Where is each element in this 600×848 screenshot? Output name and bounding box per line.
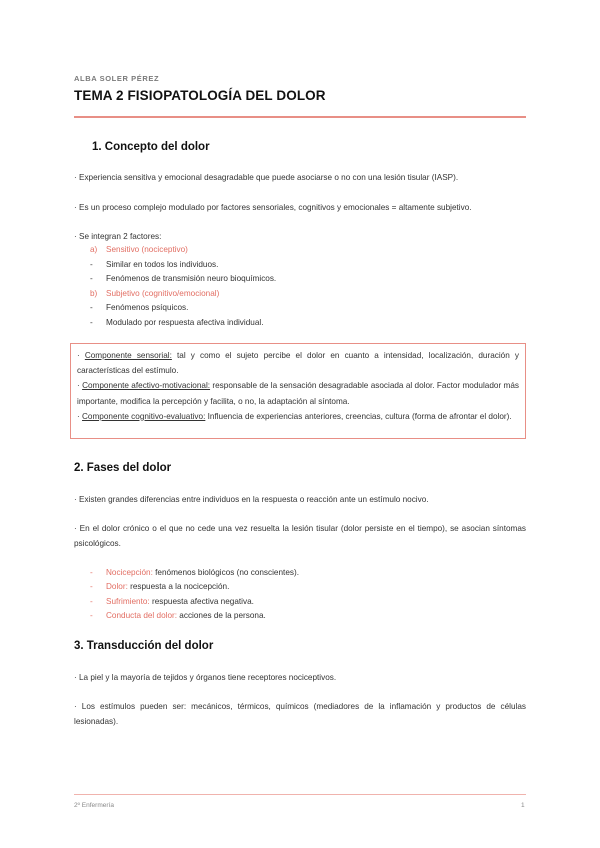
list-marker: a) xyxy=(90,245,98,254)
paragraph: · Existen grandes diferencias entre individuos en la respuesta o reacción ante un estímulo nocivo. xyxy=(74,495,429,504)
list-item-text: Fenómenos de transmisión neuro bioquímicos. xyxy=(106,274,277,283)
list-marker: - xyxy=(90,597,93,606)
list-marker: - xyxy=(90,582,93,591)
list-item xyxy=(90,303,188,312)
paragraph: · Es un proceso complejo modulado por factores sensoriales, cognitivos y emocionales = altamente subjetivo. xyxy=(74,203,472,212)
list-item xyxy=(90,274,276,283)
list-item-text: Sensitivo (nociceptivo) xyxy=(106,245,188,254)
component-text: tal y como el sujeto percibe el dolor en cuanto a intensidad, localización, duración y características del estímulo. xyxy=(77,351,519,376)
component-label: Componente cognitivo-evaluativo: xyxy=(82,411,206,421)
list-item xyxy=(90,289,219,298)
list-marker: - xyxy=(90,274,93,283)
list-marker: - xyxy=(90,318,93,327)
list-item-text: Similar en todos los individuos. xyxy=(106,260,219,269)
component-text: responsable de la sensación desagradable asociada al dolor. Factor modulador más importante, modifica la percepción y facilita, o no, la adaptación al síntoma. xyxy=(77,381,519,406)
list-item-label: Sufrimiento: xyxy=(106,597,150,606)
section-heading-fases: 2. Fases del dolor xyxy=(74,462,172,474)
list-item xyxy=(90,318,263,327)
component-afectivo xyxy=(77,378,519,408)
section-heading-transduccion: 3. Transducción del dolor xyxy=(74,640,214,652)
bullet: · xyxy=(77,381,83,391)
list-item-text: Subjetivo (cognitivo/emocional) xyxy=(106,289,220,298)
paragraph: · Los estímulos pueden ser: mecánicos, térmicos, químicos (mediadores de la inflamación y productos de células lesionadas). xyxy=(74,702,526,726)
list-item xyxy=(90,582,229,591)
list-marker: - xyxy=(90,260,93,269)
list-item xyxy=(90,245,188,254)
paragraph: · Se integran 2 factores: xyxy=(74,232,162,241)
bullet: · xyxy=(77,351,85,360)
footer-divider xyxy=(74,794,526,795)
author-name: ALBA SOLER PÉREZ xyxy=(74,74,160,83)
component-sensorial xyxy=(77,348,519,378)
list-item-text: fenómenos biológicos (no conscientes). xyxy=(152,568,299,577)
component-cognitivo xyxy=(77,409,519,424)
component-label: Componente sensorial: xyxy=(84,351,172,360)
list-item xyxy=(90,568,299,577)
list-marker: b) xyxy=(90,289,98,298)
page-number: 1 xyxy=(521,802,525,809)
paragraph: · Experiencia sensitiva y emocional desagradable que puede asociarse o no con una lesión tisular (IASP). xyxy=(74,173,459,182)
bullet: · xyxy=(77,411,83,421)
list-marker: - xyxy=(90,303,93,312)
list-item-text: Fenómenos psíquicos. xyxy=(106,303,189,312)
list-item xyxy=(90,597,254,606)
footer-course: 2º Enfermería xyxy=(74,802,114,809)
list-item-text: respuesta afectiva negativa. xyxy=(149,597,254,606)
section-heading-concepto: 1. Concepto del dolor xyxy=(92,141,210,153)
list-item-label: Conducta del dolor: xyxy=(106,611,178,620)
component-label: Componente afectivo-motivacional: xyxy=(82,381,211,391)
list-item-text: acciones de la persona. xyxy=(177,611,266,620)
list-item xyxy=(90,611,266,620)
list-item-label: Nocicepción: xyxy=(106,568,153,577)
list-marker: - xyxy=(90,611,93,620)
list-marker: - xyxy=(90,568,93,577)
header-divider xyxy=(74,116,526,118)
list-item xyxy=(90,260,218,269)
components-box xyxy=(70,343,526,439)
list-item-label: Dolor: xyxy=(106,582,128,591)
document-title: TEMA 2 FISIOPATOLOGÍA DEL DOLOR xyxy=(74,88,326,103)
list-item-text: respuesta a la nocicepción. xyxy=(127,582,230,591)
list-item-text: Modulado por respuesta afectiva individual. xyxy=(106,318,264,327)
paragraph: · La piel y la mayoría de tejidos y órganos tiene receptores nociceptivos. xyxy=(74,673,337,682)
paragraph: · En el dolor crónico o el que no cede una vez resuelta la lesión tisular (dolor persiste en el tiempo), se asocian síntomas psicológicos. xyxy=(74,524,526,548)
component-text: Influencia de experiencias anteriores, creencias, cultura (forma de afrontar el dolor). xyxy=(205,411,512,421)
